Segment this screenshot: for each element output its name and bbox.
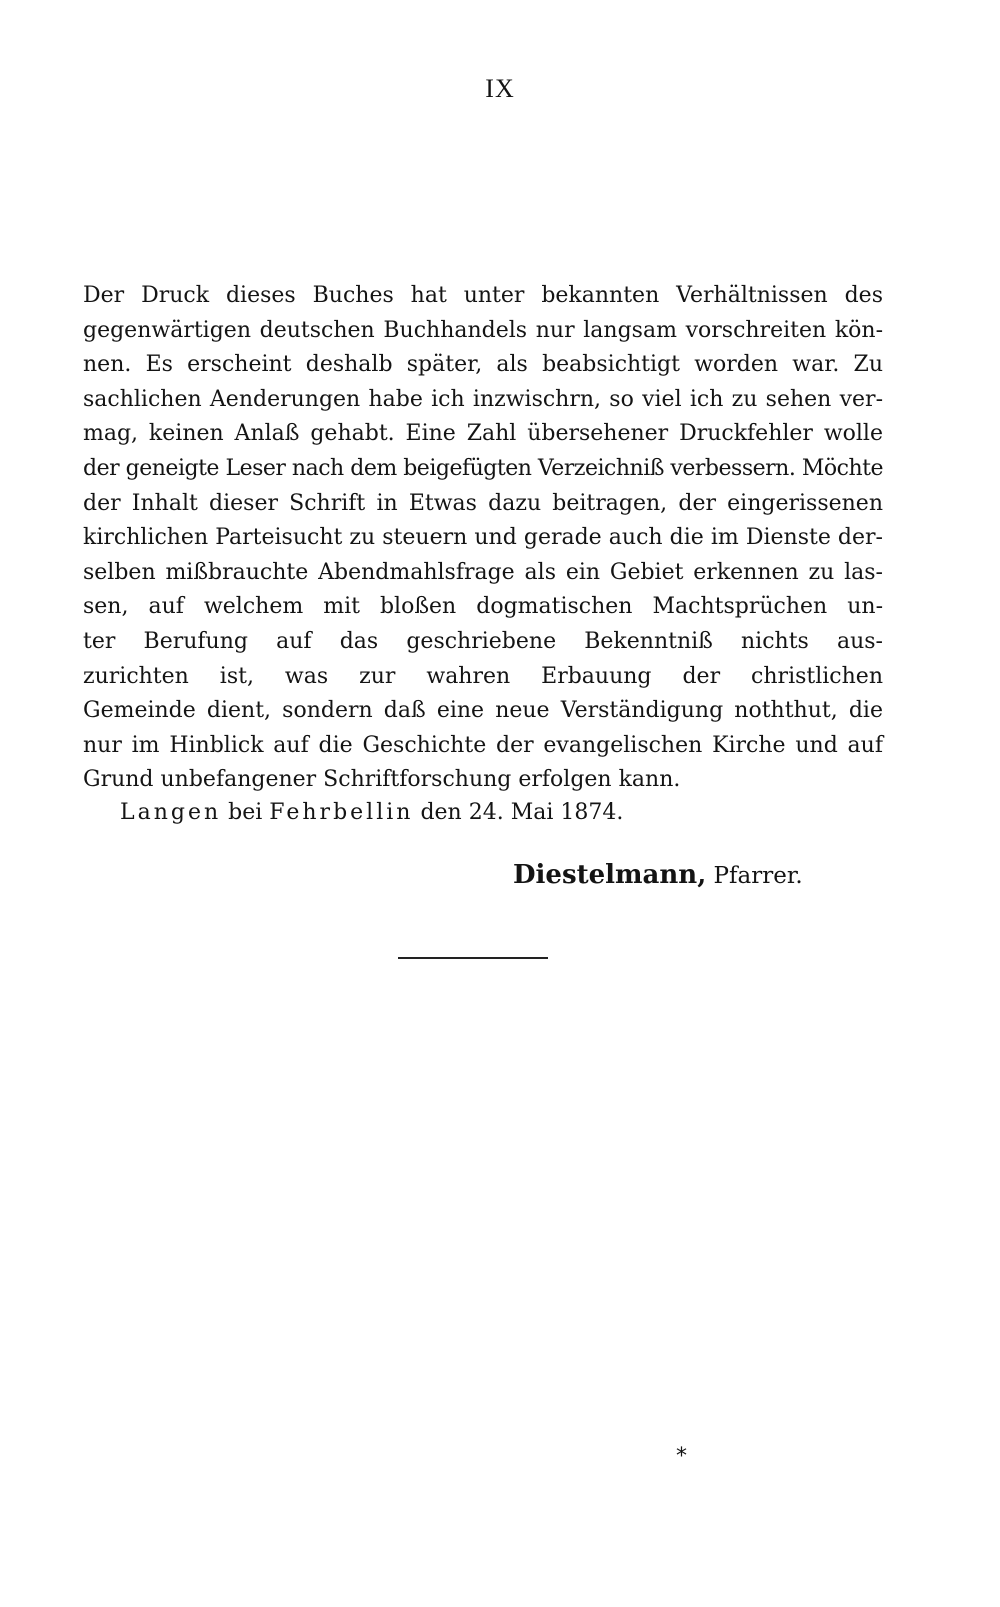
footer-mark: *	[676, 1444, 687, 1469]
page-number: IX	[485, 74, 515, 103]
author-name: Diestelmann,	[513, 860, 707, 890]
date-text: den 24. Mai 1874.	[413, 800, 624, 825]
town-name: Fehrbellin	[269, 800, 414, 825]
preface-paragraph	[83, 279, 883, 798]
text-line-6: der geneigte Leser nach dem beigefügten Verzeichniß verbessern. Möchte	[83, 455, 883, 481]
text-line-1: Der Druck dieses Buches hat unter bekannten Verhältnissen des	[83, 283, 883, 308]
text-line-7: der Inhalt dieser Schrift in Etwas dazu beitragen, der eingerissenen	[83, 490, 883, 516]
place-name: Langen	[120, 800, 222, 825]
text-line-4: sachlichen Aenderungen habe ich inzwischrn, so viel ich zu sehen ver-	[83, 386, 883, 412]
place-date-line	[120, 800, 623, 825]
author-title: Pfarrer.	[706, 863, 803, 889]
text-line-12: zurichten ist, was zur wahren Erbauung der christlichen	[83, 663, 883, 689]
text-line-11: ter Berufung auf das geschriebene Bekenntniß nichts aus-	[83, 628, 883, 654]
closing-rule	[398, 957, 548, 959]
text-line-10: sen, auf welchem mit bloßen dogmatischen Machtsprüchen un-	[83, 594, 883, 620]
text-line-3: nen. Es erscheint deshalb später, als beabsichtigt worden war. Zu	[83, 352, 883, 378]
signature	[513, 860, 803, 890]
text-line-2: gegenwärtigen deutschen Buchhandels nur langsam vorschreiten kön-	[83, 317, 883, 343]
text-line-9: selben mißbrauchte Abendmahlsfrage als ein Gebiet erkennen zu las-	[83, 559, 883, 585]
text-line-14: nur im Hinblick auf die Geschichte der evangelischen Kirche und auf	[83, 732, 883, 758]
text-line-8: kirchlichen Parteisucht zu steuern und gerade auch die im Dienste der-	[83, 525, 883, 551]
place-connector: bei	[221, 800, 270, 825]
text-line-15: Grund unbefangener Schriftforschung erfolgen kann.	[83, 767, 681, 793]
text-line-13: Gemeinde dient, sondern daß eine neue Verständigung noththut, die	[83, 698, 883, 724]
text-line-5: mag, keinen Anlaß gehabt. Eine Zahl übersehener Druckfehler wolle	[83, 421, 883, 447]
